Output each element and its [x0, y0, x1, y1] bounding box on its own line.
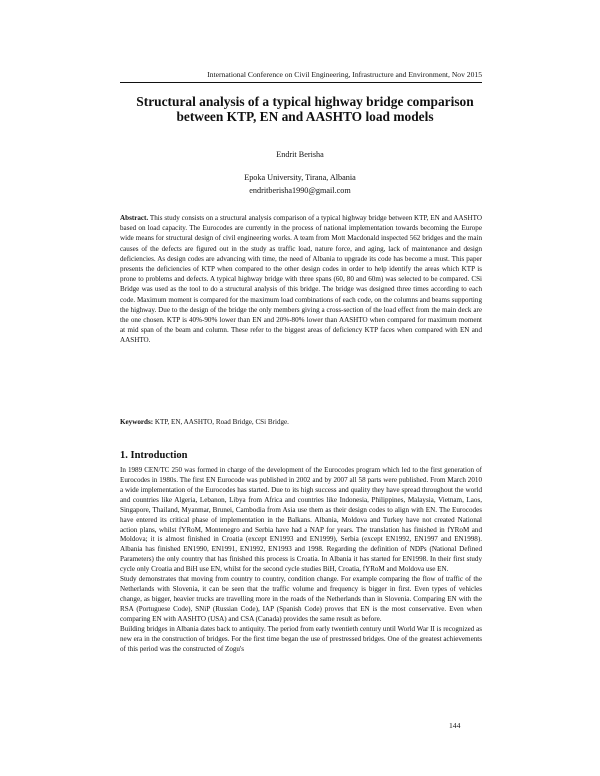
abstract-text: This study consists on a structural analysis comparison of a typical highway bridge between KTP, EN and AASHTO based on load capacity. The Eurocodes are currently in the process of national implementation towards becoming the Europe wide means for structural design of civil engineering works. A team from Mott Macdonald inspected 562 bridges and the main causes of the defects are figured out in the study as traffic load, nature force, and aging, lack of maintenance and design deficiencies. As design codes are advancing with time, the need of Albania to upgrade its code has become a must. This paper presents the deficiencies of KTP when compared to the other design codes in order to help identify the areas which KTP is prone to problems and defects. A typical highway bridge with three spans (60, 80 and 60m) was selected to be compared. CSi Bridge was used as the tool to do a structural analysis of this bridge. The bridge was designed three times according to each code. Maximum moment is compared for the maximum load combinations of each code, on the columns and beams supporting the highway. Due to the design of the bridge the only members giving a cross-section of the load effect from the main deck are the one chosen. KTP is 40%-90% lower than EN and 20%-80% lower than AASHTO when compared for maximum moment at mid span of the beam and column. These refer to the biggest areas of deficiency KTP faces when compared with EN and AASHTO.: [120, 214, 482, 345]
header-rule: [120, 82, 482, 83]
page-number: 144: [449, 721, 461, 730]
title-line-1: Structural analysis of a typical highway bridge comparison: [136, 94, 474, 109]
abstract-label: Abstract.: [120, 214, 149, 222]
introduction-body: [120, 466, 482, 655]
affiliation: Epoka University, Tirana, Albania: [244, 173, 356, 182]
abstract: [120, 213, 482, 346]
paper-title: [110, 94, 500, 124]
running-header: International Conference on Civil Engineering, Infrastructure and Environment, Nov 2015: [207, 70, 482, 79]
keywords-text: KTP, EN, AASHTO, Road Bridge, CSi Bridge.: [154, 418, 289, 426]
author-email: endritberisha1990@gmail.com: [249, 186, 351, 195]
body-paragraph: Building bridges in Albania dates back to antiquity. The period from early twentieth century until World War II is recognized as new era in the construction of bridges. For the first time began the use of prestressed bridges. One of the greatest achievements of this period was the constructed of Zogu's: [120, 624, 482, 653]
author-affiliation-block: [0, 171, 600, 197]
keywords: [120, 418, 482, 426]
keywords-label: Keywords:: [120, 418, 154, 426]
body-paragraph: Study demonstrates that moving from country to country, condition change. For example comparing the flow of traffic of the Netherlands with Slovenia, it can be seen that the traffic volume and frequency is bigger in first. Even types of vehicles change, as bigger, heavier trucks are travelling more in the roads of the Netherlands than in Slovenia. Comparing EN with the RSA (Portuguese Code), SNiP (Russian Code), IAP (Spanish Code) proves that EN is the most conservative. Even when comparing EN with AASHTO (USA) and CSA (Canada) provides the same result as before.: [120, 575, 482, 623]
author-name: Endrit Berisha: [276, 150, 324, 159]
section-heading-introduction: 1. Introduction: [120, 450, 188, 461]
body-paragraph: In 1989 CEN/TC 250 was formed in charge of the development of the Eurocodes program which led to the first generation of Eurocodes in 1980s. The first EN Eurocode was published in 2002 and by 2007 all 58 parts were published. From March 2010 a wide implementation of the Eurocodes has started. Due to its high success and quality they have spread throughout the world and countries like Algeria, Lebanon, Libya from Africa and countries like Indonesia, Philippines, Malaysia, Vietnam, Laos, Singapore, Thailand, Myanmar, Brunei, Cambodia from Asia use them as their design codes to align with EN. The Eurocodes have entered its critical phase of implementation in the Balkans. Albania, Moldova and Turkey have not created National action plans, whilst fYRoM, Montenegro and Serbia have had a NAP for years. The translation has finished in fYRoM and Moldova; it is almost finished in Croatia (except EN1993 and EN1999), Serbia (except EN1992, EN1997 and EN1998). Albania has finished EN1990, EN1991, EN1992, EN1993 and 1998. Regarding the definition of NDPs (National Defined Parameters) the only country that has finished this process is Croatia. In Albania it has started for EN1998. In their first study cycle only Croatia and BiH use EN, whilst for the second cycle studies BiH, Croatia, fYRoM and Moldova use EN.: [120, 466, 482, 574]
title-line-2: between KTP, EN and AASHTO load models: [176, 109, 434, 124]
